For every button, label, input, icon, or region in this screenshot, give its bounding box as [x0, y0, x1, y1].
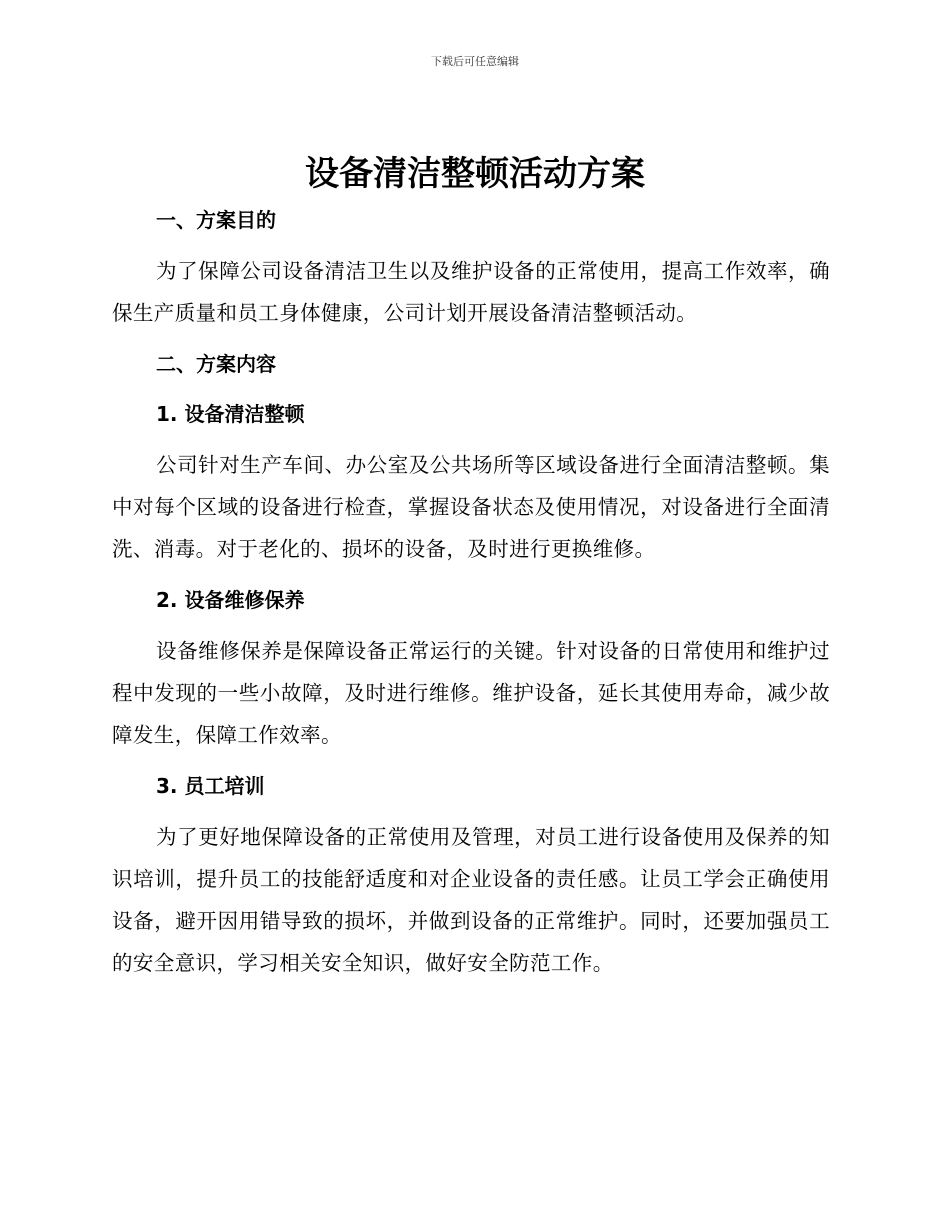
- subsection-heading-cleaning: 1. 设备清洁整顿: [156, 402, 305, 426]
- document-title: 设备清洁整顿活动方案: [305, 154, 645, 194]
- subsection-heading-training: 3. 员工培训: [156, 774, 265, 798]
- paragraph-maintenance: 设备维修保养是保障设备正常运行的关键。针对设备的日常使用和维护过程中发现的一些小故障，及时进行维修。维护设备，延长其使用寿命，减少故障发生，保障工作效率。: [112, 639, 830, 747]
- paragraph-purpose: 为了保障公司设备清洁卫生以及维护设备的正常使用，提高工作效率，确保生产质量和员工身体健康，公司计划开展设备清洁整顿活动。: [112, 259, 830, 325]
- section-heading-purpose: 一、方案目的: [156, 208, 276, 232]
- paragraph-cleaning: 公司针对生产车间、办公室及公共场所等区域设备进行全面清洁整顿。集中对每个区域的设备进行检查，掌握设备状态及使用情况，对设备进行全面清洗、消毒。对于老化的、损坏的设备，及时进行更换维修。: [112, 453, 830, 561]
- page-header-note: 下载后可任意编辑: [431, 55, 519, 68]
- subsection-heading-maintenance: 2. 设备维修保养: [156, 588, 305, 612]
- paragraph-training: 为了更好地保障设备的正常使用及管理，对员工进行设备使用及保养的知识培训，提升员工的技能舒适度和对企业设备的责任感。让员工学会正确使用设备，避开因用错导致的损坏，并做到设备的正常维护。同时，还要加强员工的安全意识，学习相关安全知识，做好安全防范工作。: [112, 825, 830, 975]
- document-body: [112, 200, 830, 984]
- section-heading-content: 二、方案内容: [156, 352, 276, 376]
